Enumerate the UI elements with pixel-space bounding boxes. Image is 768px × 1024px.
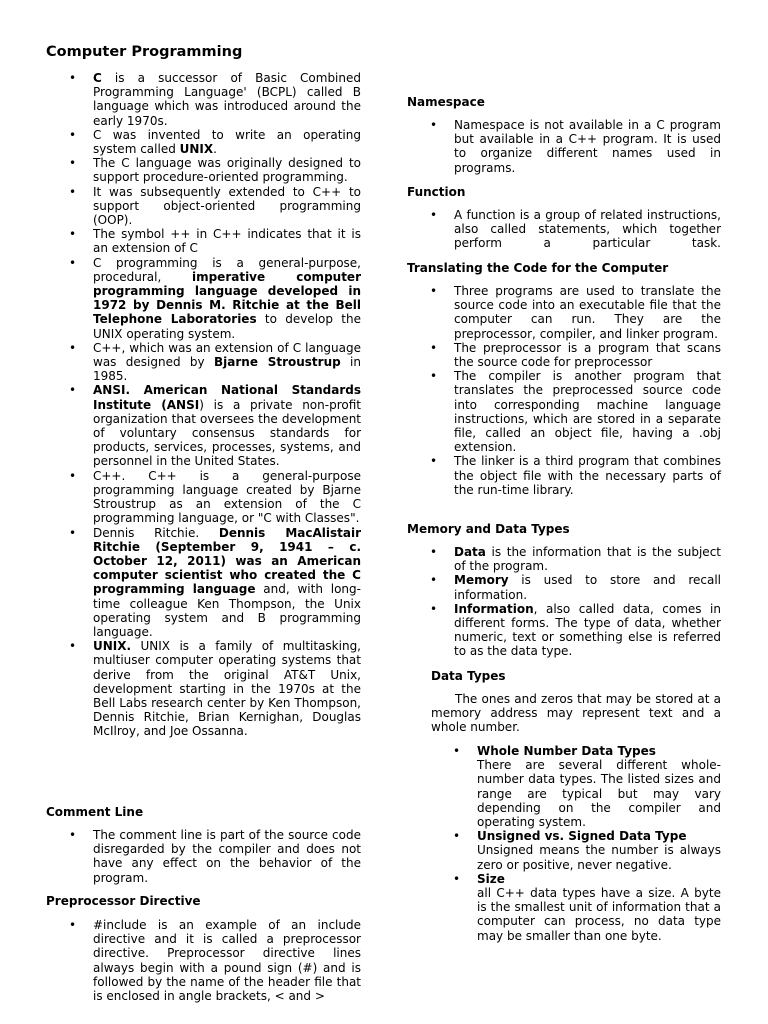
bullet-marker: • [69,227,77,242]
preprocessor-directive-heading: Preprocessor Directive [46,894,201,908]
bullet-marker: • [69,468,77,483]
list-item [453,829,721,872]
comment-line-heading: Comment Line [46,805,144,819]
item-text: UNIX is a family of multitasking, multiuser computer operating systems that derive from the original AT&T Unix, development starting in the 1970s at the Bell Labs research center by Ken Thompson, Dennis Ritchie, Brian Kernighan, Douglas McIlroy, and Joe Ossanna. [93,639,361,739]
list-item [430,601,721,659]
item-text: C++, which was an extension of C language was designed by [93,340,361,370]
list-item [69,71,361,128]
item-text: C++. C++ is a general-purpose programming language created by Bjarne Stroustrup as an extension of the C programming language, or "C with Classes". [93,468,361,526]
bullet-marker: • [453,744,461,758]
programming-list [69,71,361,739]
bold-text: UNIX [179,142,214,157]
bold-text: imperative computer programming language developed in 1972 by Dennis M. Ritchie at the Bell Telephone Laboratories [93,269,361,327]
bullet-marker: • [69,156,77,171]
list-item [69,127,361,157]
list-item [69,828,361,885]
item-text: C programming is a general-purpose, procedural, [93,255,361,284]
bold-text: Memory [454,573,509,588]
bullet-marker: • [453,829,461,844]
bold-text: Unsigned vs. Signed Data Type [477,829,687,844]
bold-text: Bjarne Stroustrup [214,355,341,370]
item-text: and, with long-time colleague Ken Thompson, the Unix operating system and B programming language. [93,582,361,639]
item-text: to develop the UNIX operating system. [93,312,361,341]
bullet-marker: • [69,127,77,142]
list-item [430,545,721,574]
bullet-marker: • [69,71,77,85]
item-text: all C++ data types have a size. A byte is the smallest unit of information that a computer can process, no data type may be smaller than one byte. [477,886,721,943]
bullet-marker: • [430,340,438,355]
bullet-marker: • [69,828,77,842]
list-item [453,871,721,943]
memory-data-types-heading: Memory and Data Types [407,522,570,536]
function-heading: Function [407,185,466,199]
item-text: Dennis Ritchie. [93,525,219,540]
bold-text: Size [477,871,505,886]
bullet-marker: • [430,545,438,559]
bold-text: C [93,71,102,85]
item-text: The comment line is part of the source code disregarded by the compiler and does not have any effect on the behavior of the program. [93,828,361,885]
data-types-paragraph: The ones and zeros that may be stored at a memory address may represent text and a whole number. [431,692,721,735]
item-text: ) is a private non-profit organization that oversees the development of voluntary consensus standards for products, services, processes, systems, and personnel in the United States. [93,397,361,469]
item-text: Unsigned means the number is always zero or positive, never negative. [477,843,721,872]
list-item [430,573,721,602]
item-text: The linker is a third program that combines the object file with the necessary parts of the run-time library. [454,454,721,497]
list-item [430,208,721,251]
item-text: The preprocessor is a program that scans the source code for preprocessor [454,340,721,370]
preprocessor-directive-list [69,918,361,1004]
bullet-marker: • [430,118,438,132]
bullet-marker: • [430,208,438,222]
bullet-marker: • [69,525,77,540]
data-types-list [453,744,721,943]
item-text: The symbol ++ in C++ indicates that it is an extension of C [93,227,361,256]
data-types-subheading: Data Types [431,669,506,683]
item-text: is a successor of Basic Combined Programming Language' (BCPL) called B language which was introduced around the early 1970s. [93,71,361,128]
item-text: It was subsequently extended to C++ to support object-oriented programming (OOP). [93,184,361,228]
list-item [69,227,361,256]
comment-line-list [69,828,361,885]
list-item [430,284,721,341]
list-item [69,383,361,469]
bold-text: Whole Number Data Types [477,744,656,758]
list-item [69,918,361,1004]
list-item [69,184,361,228]
item-text: Three programs are used to translate the source code into an executable file that the computer can run. They are the preprocessor, compiler, and linker program. [454,284,721,341]
item-text: is the information that is the subject of the program. [454,545,721,574]
bullet-marker: • [430,601,438,616]
item-text: The C language was originally designed to support procedure-oriented programming. [93,156,361,185]
item-text: A function is a group of related instructions, also called statements, which together perform a particular task. [454,208,721,251]
item-text: There are several different whole-number data types. The listed sizes and range are typical but may vary depending on the compiler and operating system. [477,758,721,830]
bullet-marker: • [430,284,438,298]
list-item [430,454,721,497]
list-item [69,525,361,640]
bullet-marker: • [430,454,438,469]
list-item [430,118,721,175]
bullet-marker: • [430,369,438,384]
translating-code-list [430,284,721,497]
document-title: Computer Programming [46,44,243,60]
list-item [69,639,361,739]
item-text: #include is an example of an include directive and it is called a preprocessor directive. Preprocessor directive lines always begin with a pound sign (#) and is followed by the name of the header file that is enclosed in angle brackets, < and > [93,918,361,1004]
item-text: in 1985. [93,355,361,384]
list-item [69,340,361,384]
item-text: . [213,142,217,157]
item-text: Namespace is not available in a C program but available in a C++ program. It is used to organize different names used in programs. [454,118,721,175]
list-item [69,156,361,185]
bold-text: ANSI. American National Standards Institute (ANSI [93,383,361,412]
namespace-heading: Namespace [407,95,485,109]
bullet-marker: • [69,340,77,355]
memory-data-types-list [430,545,721,659]
namespace-list [430,118,721,175]
list-item [430,340,721,370]
list-item [453,744,721,830]
list-item [69,468,361,526]
bold-text: Information [454,601,534,616]
item-text: C was invented to write an operating system called [93,127,361,157]
translating-code-heading: Translating the Code for the Computer [407,261,669,275]
list-item [69,255,361,341]
bullet-marker: • [69,918,77,932]
bold-text: Data [454,545,486,559]
bullet-marker: • [453,871,461,886]
bullet-marker: • [69,184,77,199]
function-list [430,208,721,251]
item-text: The compiler is another program that translates the preprocessed source code into corresponding machine language instructions, which are stored in a separate file, called an object file, having a .obj extension. [454,369,721,455]
bold-text: Dennis MacAlistair Ritchie (September 9, 1941 – c. October 12, 2011) was an American computer scientist who created the C programming language [93,525,361,597]
bullet-marker: • [69,383,77,398]
bullet-marker: • [69,639,77,654]
item-text: , also called data, comes in different forms. The type of data, whether numeric, text or something else is referred to as the data type. [454,601,721,659]
bullet-marker: • [69,255,77,270]
item-text: is used to store and recall information. [454,573,721,602]
bullet-marker: • [430,573,438,588]
bold-text: UNIX. [93,639,132,654]
list-item [430,369,721,455]
